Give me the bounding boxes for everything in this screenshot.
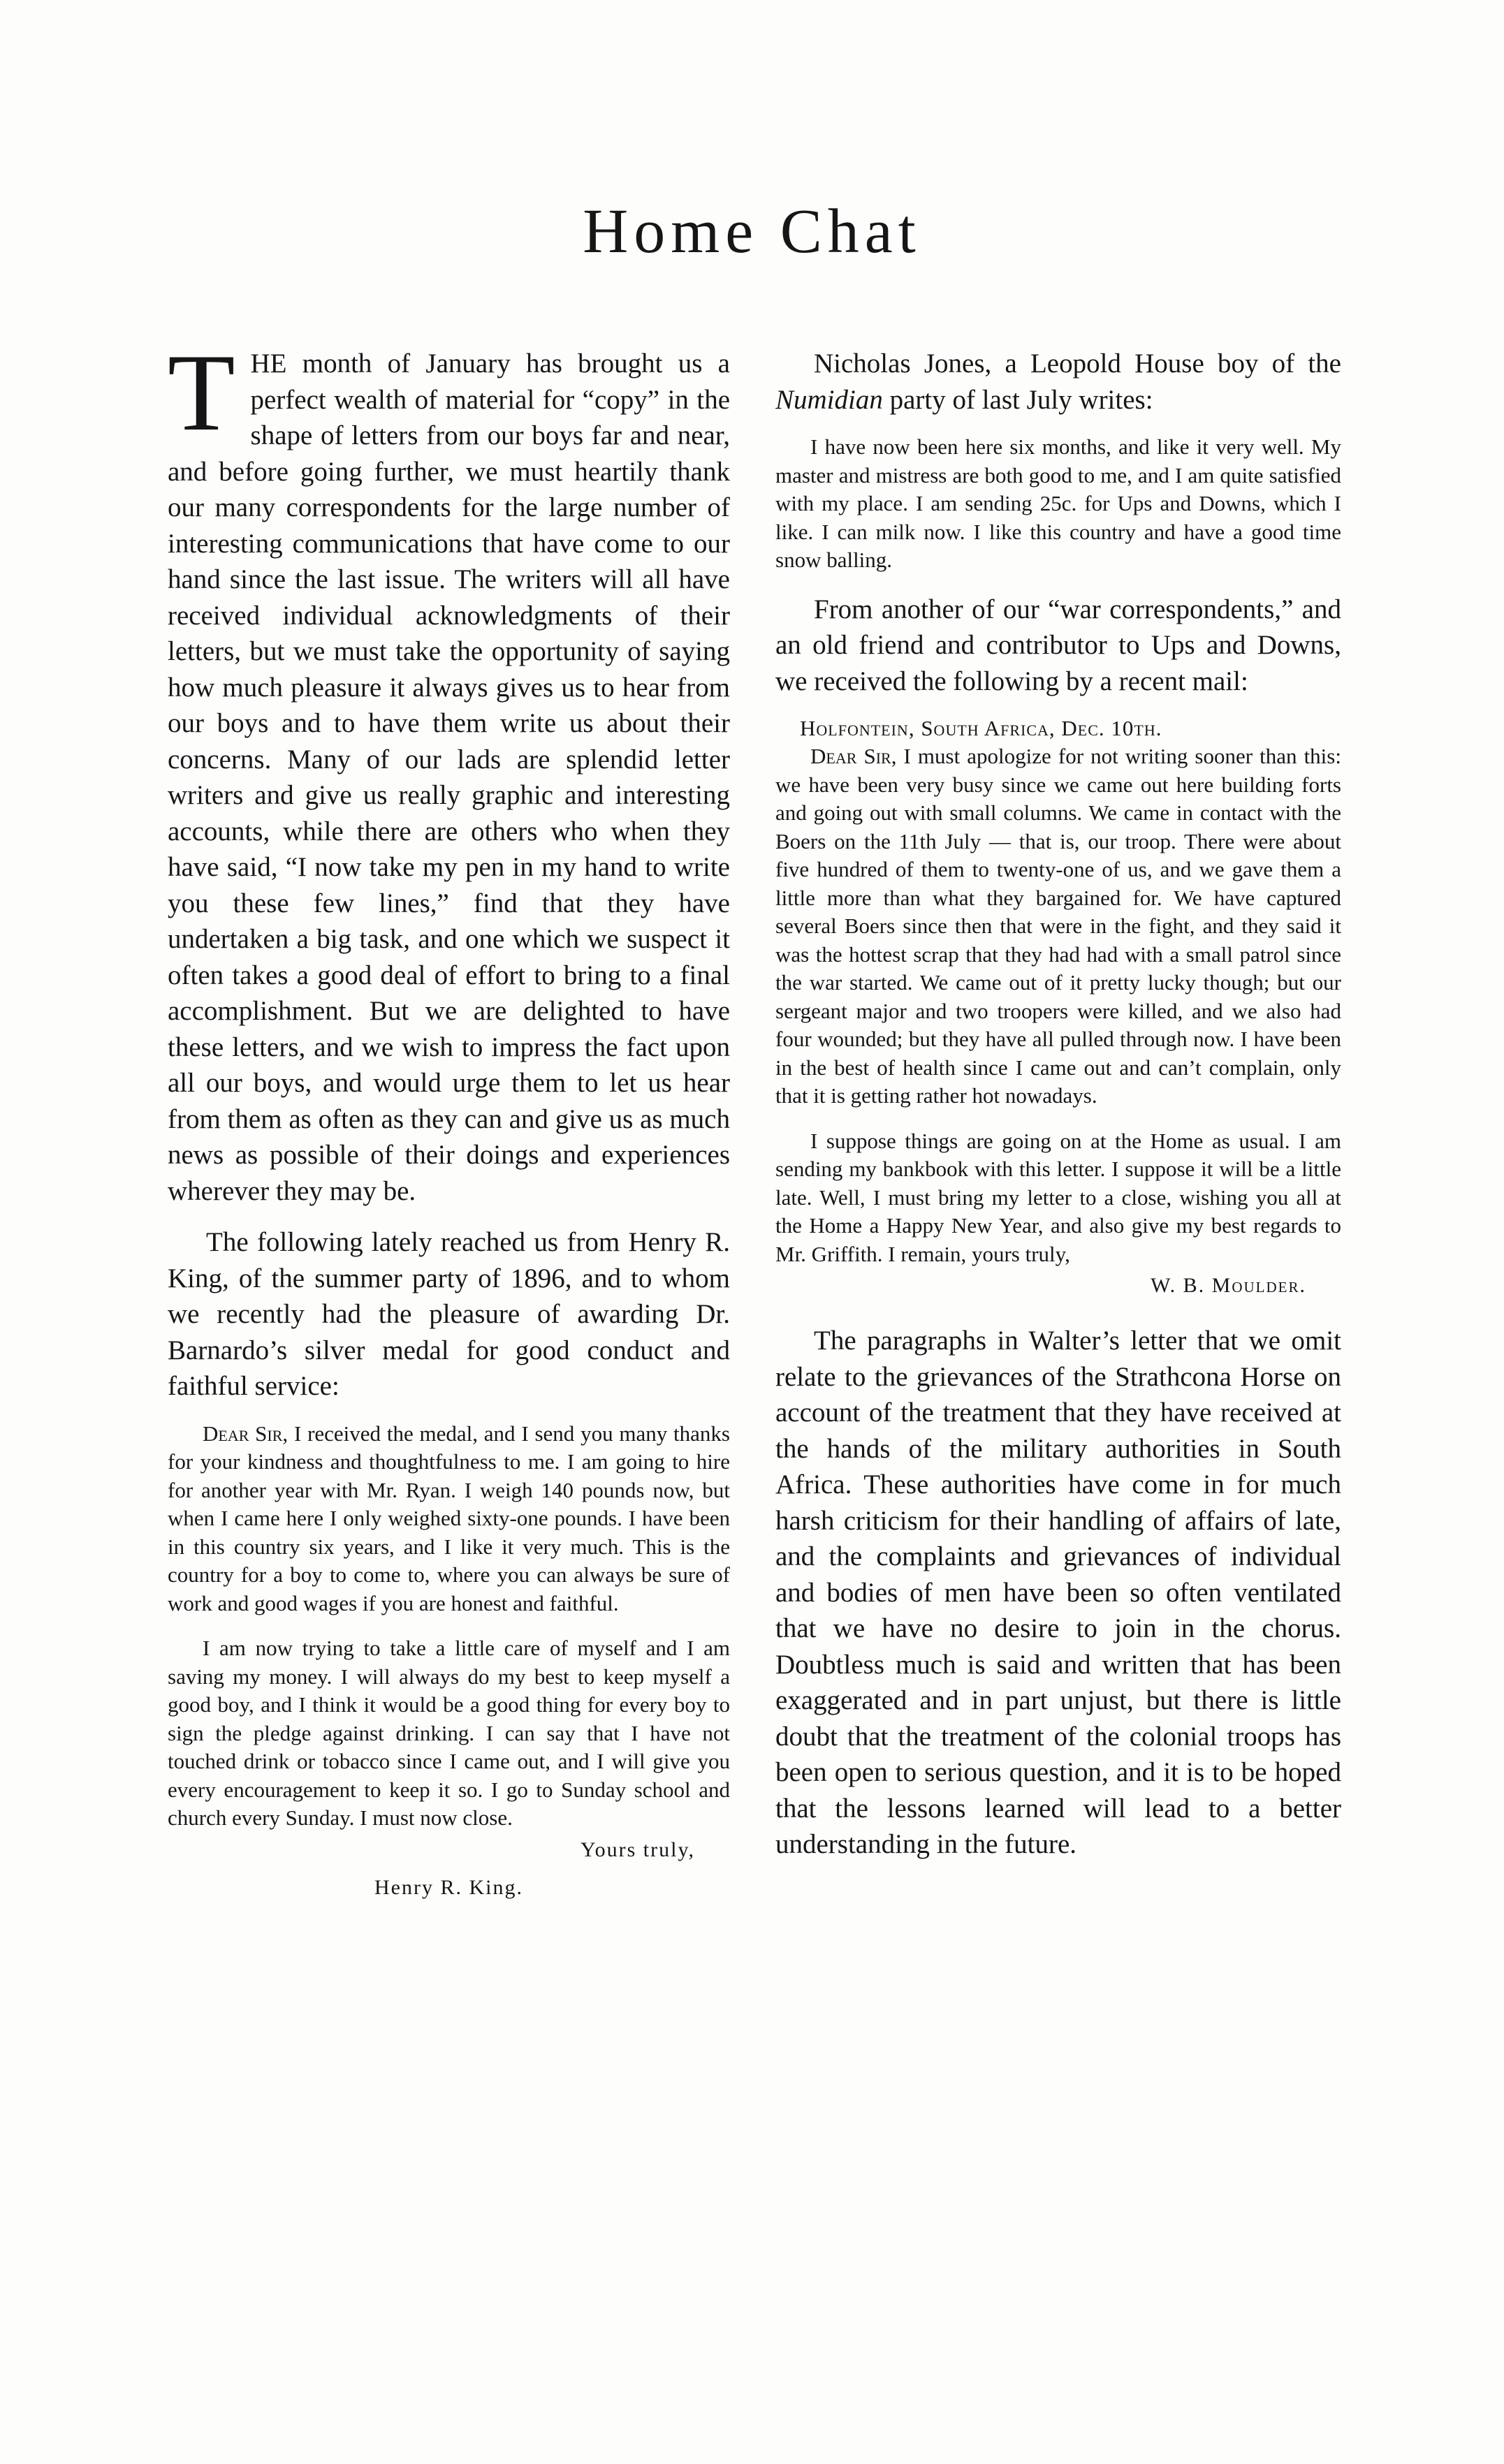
king-letter-signature: Henry R. King. (374, 1875, 523, 1899)
intro-paragraph (168, 346, 730, 1209)
king-letter-salutation: Dear Sir, (203, 1421, 289, 1446)
moulder-letter-continued: I suppose things are going on at the Home as usual. I am sending my bankbook with this letter. I suppose it will be a little late. Well, I must bring my letter to a close, wishing you all at the Home a Happy New Year, and also give my best regards to Mr. Griffith. I remain, yours truly, (775, 1128, 1341, 1266)
moulder-letter-body (775, 742, 1341, 1110)
jones-intro-paragraph (775, 346, 1341, 418)
left-column (168, 346, 730, 2336)
jones-letter: I have now been here six months, and like it very well. My master and mistress are both good to me, and I am quite satisfied with my place. I am sending 25c. for Ups and Downs, which I like. I can milk now. I like this country and have a good time snow balling. (775, 434, 1341, 572)
moulder-letter-signature: W. B. Moulder. (1151, 1274, 1306, 1297)
intro-paragraph-text: HE month of January has brought us a perfect wealth of material for “copy” in the shape of letters from our boys far and near, and before going further, we must heartily thank our many correspondents for the large number of interesting communications that have come to our hand since the last issue. The writers will all have received individual acknowledgments of their letters, but we must take the opportunity of saying how much pleasure it always gives us to hear from our boys and to have them write us about their concerns. Many of our lads are splendid letter writers and give us really graphic and interesting accounts, while there are others who when they have said, “I now take my pen in my hand to write you these few lines,” find that they have undertaken a big task, and one which we suspect it often takes a good deal of effort to bring to a final accomplishment. But we are delighted to have these letters, and we wish to impress the fact upon all our boys, and would urge them to let us hear from them as often as they can and give us as much news as possible of their doings and experiences wherever they may be. (168, 349, 730, 1206)
moulder-letter-text: I must apologize for not writing sooner than this: we have been very busy since we came out here building forts and going out with small columns. We came in contact with the Boers on the 11th July — that is, our troop. There were about five hundred of them to twenty-one of us, and we gave them a little more than what they bargained for. We have captured several Boers since then that were in the fight, and they said it was the hottest scrap that they had had with a small patrol since the war started. We came out of it pretty lucky though; but our sergeant major and two troopers were killed, and we also had four wounded; but they have all pulled through now. I have been in the best of health since I came out and can’t complain, only that it is getting rather hot nowadays. (775, 744, 1341, 1108)
moulder-letter-dateline: Holfontein, South Africa, Dec. 10th. (800, 716, 1162, 740)
king-letter-body (168, 1420, 730, 1618)
king-letter-closing: Yours truly, (580, 1838, 695, 1861)
strathcona-paragraph: The paragraphs in Walter’s letter that we omit relate to the grievances of the Strathcona Horse on account of the treatment that they have received at the hands of the military authorities in South Africa. These authorities have come in for much harsh criticism for their handling of affairs of late, and the complaints and grievances of individual and bodies of men have been so often ventilated that we have no desire to join in the chorus. Doubtless much is said and written that has been exaggerated and in part unjust, but there is little doubt that the treatment of the colonial troops has been open to serious question, and it is to be hoped that the lessons learned will lead to a better understanding in the future. (775, 1326, 1341, 1859)
king-letter-continued: I am now trying to take a little care of myself and I am saving my money. I will always do my best to keep myself a good boy, and I think it would be a good thing for every boy to sign the pledge against drinking. I can say that I have not touched drink or tobacco since I came out, and I will give you every encouragement to keep it so. I go to Sunday school and church every Sunday. I must now close. (168, 1636, 730, 1830)
king-letter-text: I received the medal, and I send you many thanks for your kindness and thoughtfulness to me. I am going to hire for another year with Mr. Ryan. I weigh 140 pounds now, but when I came here I only weighed sixty-one pounds. I have been in this country six years, and I like it very much. This is the country for a boy to come to, where you can always be sure of work and good wages if you are honest and faithful. (168, 1421, 730, 1615)
page-title: Home Chat (583, 197, 921, 266)
ship-name: Numidian (775, 384, 883, 415)
jones-intro-end: party of last July writes: (882, 384, 1153, 415)
jones-intro-start: Nicholas Jones, a Leopold House boy of the (814, 349, 1341, 379)
war-correspondent-intro: From another of our “war correspondents,” and an old friend and contributor to Ups and Downs, we received the following by a recent mail: (775, 594, 1341, 696)
right-column (775, 346, 1341, 2336)
drop-cap: T (168, 346, 235, 454)
moulder-letter-salutation: Dear Sir, (810, 744, 897, 768)
king-intro-paragraph: The following lately reached us from Henry R. King, of the summer party of 1896, and to whom we recently had the pleasure of awarding Dr. Barnardo’s silver medal for good conduct and faithful service: (168, 1227, 730, 1401)
